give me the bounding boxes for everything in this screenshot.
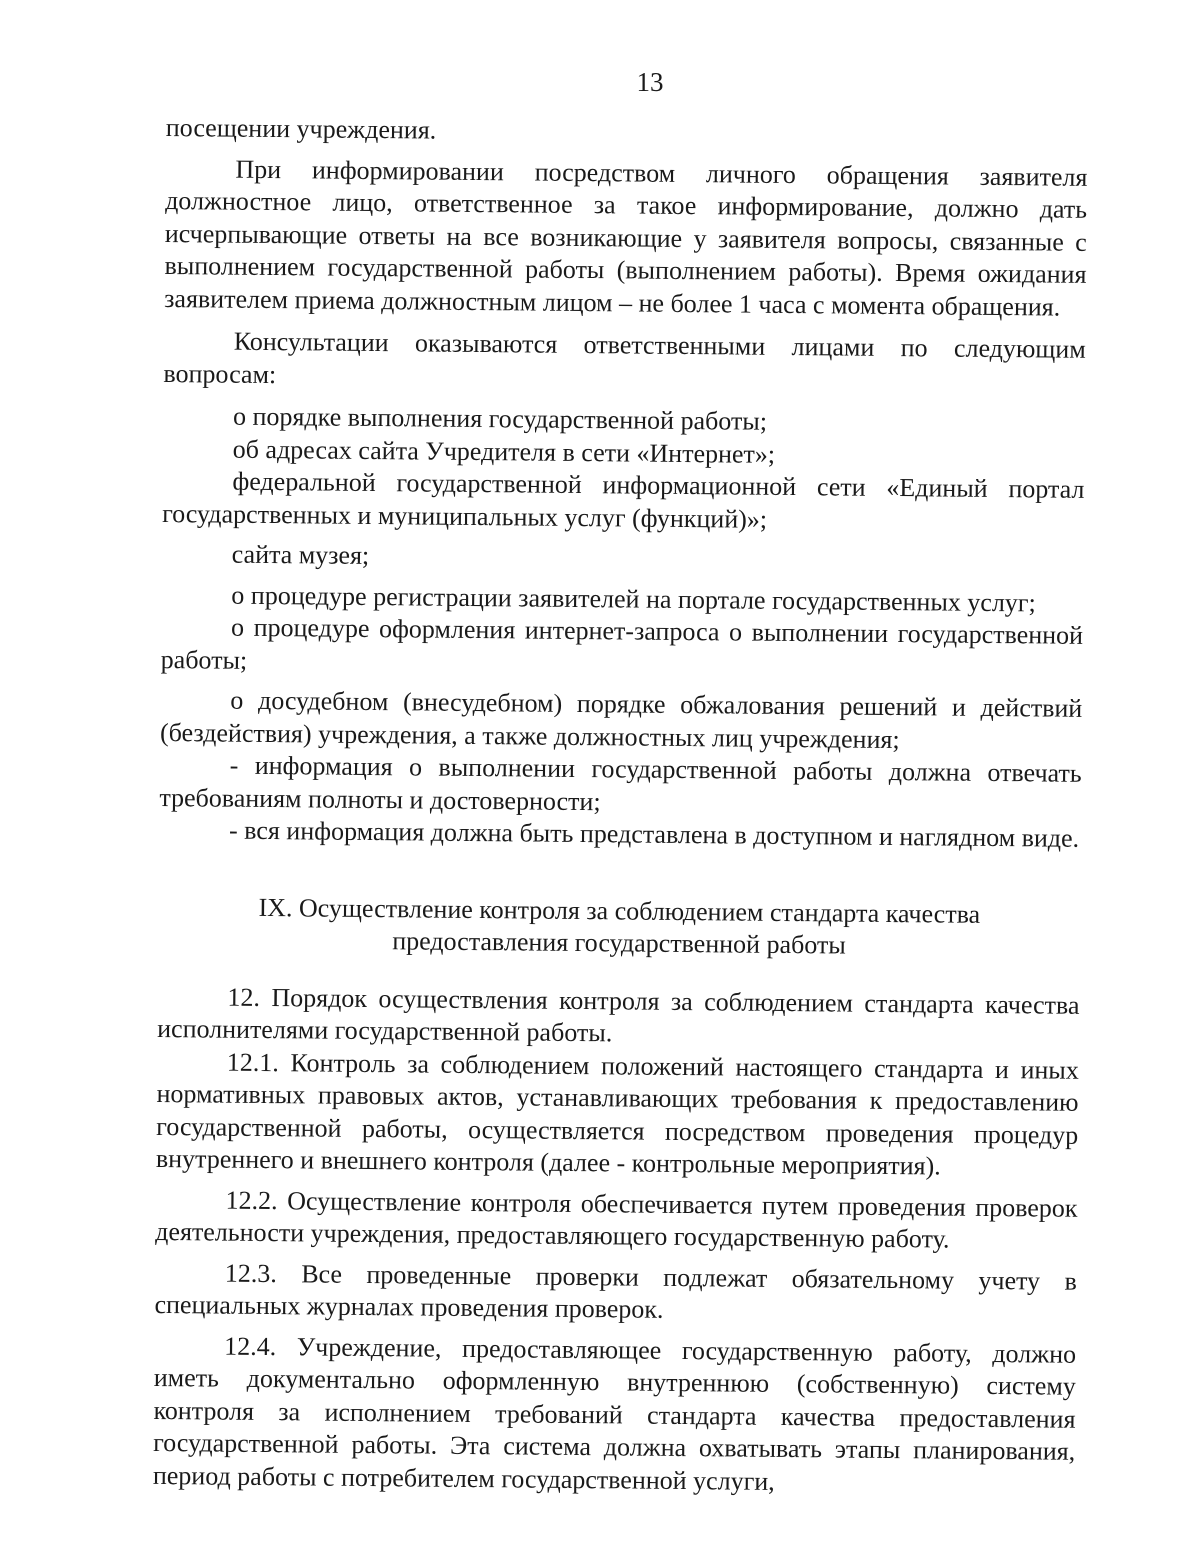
list-item: об адресах сайта Учредителя в сети «Интернет»; (232, 434, 776, 469)
paragraph: 12.4. Учреждение, предоставляющее государственную работу, должно иметь документально оформленную внутреннюю (собственную) систему контроля за исполнением требований стандарта качества предоставления государственной работы. Эта система должна охватывать этапы планирования, период работы с потребителем государственной услуги, (152, 1331, 1077, 1496)
list-item: о процедуре регистрации заявителей на портале государственных услуг; (231, 580, 1036, 617)
list-item: - вся информация должна быть представлена в доступном и наглядном виде. (228, 815, 1080, 853)
page-number: 13 (636, 67, 664, 97)
list-item: сайта музея; (231, 539, 370, 570)
list-item: о досудебном (внесудебном) порядке обжалования решений и действий (бездействия) учреждения, а также должностных лиц учреждения; (159, 685, 1083, 754)
list-item: федеральной государственной информационной сети «Единый портал государственных и муниципальных услуг (функций)»; (162, 466, 1085, 534)
paragraph: При информировании посредством личного обращения заявителя должностное лицо, ответственное за такое информирование, должно дать исчерпывающие ответы на все возникающие у заявителя вопросы, связанные с выполнением государственной работы (выполнением работы). Время ожидания заявителем приема должностным лицом – не более 1 часа с момента обращения. (164, 154, 1088, 322)
paragraph: 12.1. Контроль за соблюдением положений настоящего стандарта и иных нормативных правовых актов, устанавливающих требования к предоставлению государственной работы, осуществляется посредством проведения процедур внутреннего и внешнего контроля (далее - контрольные мероприятия). (155, 1047, 1079, 1181)
list-item: - информация о выполнении государственной работы должна отвечать требованиям полноты и достоверности; (159, 750, 1082, 816)
section-heading-line-2: предоставления государственной работы (392, 925, 846, 960)
document-body (153, 112, 1088, 1501)
paragraph: Консультации оказываются ответственными лицами по следующим вопросам: (163, 326, 1086, 389)
paragraph: посещении учреждения. (165, 112, 437, 145)
section-heading (158, 890, 1081, 963)
paragraph: 12.3. Все проведенные проверки подлежат обязательному учету в специальных журналах проведения проверок. (154, 1258, 1077, 1324)
paragraph: 12.2. Осуществление контроля обеспечивается путем проведения проверок деятельности учреждения, предоставляющего государственную работу. (155, 1185, 1078, 1254)
paragraph: 12. Порядок осуществления контроля за соблюдением стандарта качества исполнителями государственной работы. (157, 982, 1080, 1048)
list-item: о процедуре оформления интернет-запроса о выполнении государственной работы; (160, 612, 1084, 675)
list-item: о порядке выполнения государственной работы; (232, 401, 768, 436)
section-heading-line-1: IX. Осуществление контроля за соблюдением стандарта качества (258, 892, 981, 929)
